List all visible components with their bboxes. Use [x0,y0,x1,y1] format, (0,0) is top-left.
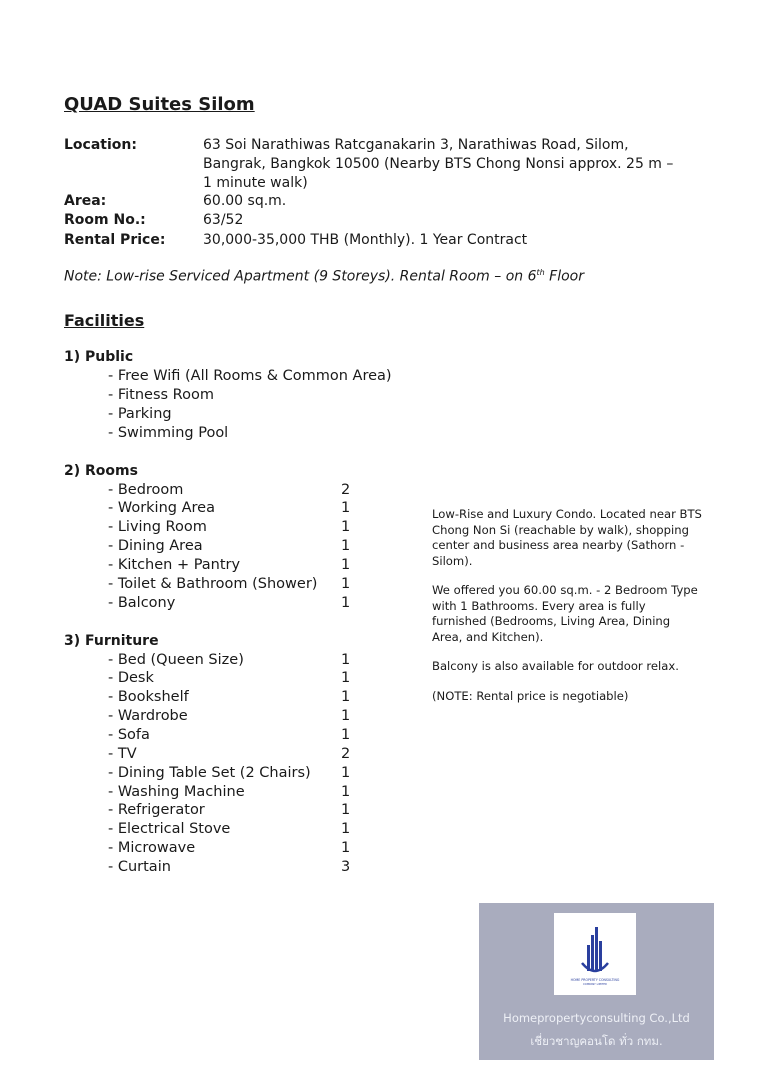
facilities-heading: Facilities [64,311,145,330]
room-item-qty: 1 [341,519,351,535]
furniture-item-qty: 1 [341,727,351,743]
room-item-name: - Working Area [108,500,215,516]
logo-caption: HOME PROPERTY CONSULTING [570,978,620,982]
room-item-name: - Living Room [108,519,207,535]
room-item-name: - Kitchen + Pantry [108,557,241,573]
public-item: - Free Wifi (All Rooms & Common Area) [108,368,392,384]
furniture-item-qty: 3 [341,859,351,875]
furniture-item-qty: 1 [341,802,351,818]
furniture-item-name: - Microwave [108,840,196,856]
public-item: - Swimming Pool [108,425,229,441]
rental-price-value: 30,000-35,000 THB (Monthly). 1 Year Contract [203,232,528,248]
negotiable-note: (NOTE: Rental price is negotiable) [432,688,629,703]
company-name: Homepropertyconsulting Co.,Ltd [503,1011,690,1025]
furniture-item-name: - Sofa [108,727,150,743]
furniture-item-name: - Curtain [108,859,171,875]
location-label: Location: [64,137,137,153]
room-item-name: - Toilet & Bathroom (Shower) [108,576,318,592]
public-heading: 1) Public [64,349,134,365]
listing-title: QUAD Suites Silom [64,94,255,115]
furniture-item-name: - TV [108,746,137,762]
room-number-label: Room No.: [64,212,146,228]
room-item-qty: 1 [341,595,351,611]
room-number-value: 63/52 [203,212,244,228]
description-paragraph: We offered you 60.00 sq.m. - 2 Bedroom Type with 1 Bathrooms. Every area is fully furnished (Bedrooms, Living Area, Dining Area, and Kitchen). [432,583,698,644]
public-item: - Parking [108,406,172,422]
furniture-item-qty: 1 [341,765,351,781]
description-paragraph: Balcony is also available for outdoor relax. [432,659,679,673]
room-item-qty: 1 [341,500,351,516]
description-block [432,507,702,718]
furniture-item-qty: 1 [341,784,351,800]
room-item-name: - Balcony [108,595,176,611]
furniture-item-name: - Wardrobe [108,708,188,724]
location-line: 1 minute walk) [203,175,308,191]
note-text: Note: Low-rise Serviced Apartment (9 Storeys). Rental Room – on 6 [64,268,537,285]
room-item-qty: 1 [341,557,351,573]
furniture-item-qty: 1 [341,821,351,837]
furniture-item-name: - Electrical Stove [108,821,231,837]
furniture-item-qty: 1 [341,689,351,705]
building-logo-icon [554,913,636,995]
room-item-qty: 1 [341,538,351,554]
furniture-item-qty: 1 [341,652,351,668]
room-item-name: - Bedroom [108,482,184,498]
area-label: Area: [64,193,107,209]
location-value [203,136,703,193]
note-floor-suffix: Floor [544,268,584,285]
room-item-qty: 1 [341,576,351,592]
furniture-item-qty: 1 [341,670,351,686]
furniture-item-qty: 2 [341,746,351,762]
company-logo [554,913,636,995]
logo-subcaption: COMPANY LIMITED [582,983,608,986]
furniture-item-name: - Bookshelf [108,689,189,705]
note-ordinal-suffix: th [536,268,545,277]
furniture-item-name: - Refrigerator [108,802,205,818]
building-note [64,268,584,285]
furniture-item-name: - Washing Machine [108,784,245,800]
furniture-item-qty: 1 [341,840,351,856]
area-value: 60.00 sq.m. [203,193,287,209]
company-tagline: เชี่ยวชาญคอนโด ทั่ว กทม. [530,1034,663,1048]
description-paragraph: Low-Rise and Luxury Condo. Located near BTS Chong Non Si (reachable by walk), shopping center and business area nearby (Sathorn - Silom). [432,507,702,568]
public-item: - Fitness Room [108,387,214,403]
company-branding-box [479,903,714,1060]
rental-price-label: Rental Price: [64,232,166,248]
furniture-heading: 3) Furniture [64,633,159,649]
furniture-item-name: - Bed (Queen Size) [108,652,244,668]
location-line: 63 Soi Narathiwas Ratcganakarin 3, Narathiwas Road, Silom, [203,137,629,153]
furniture-item-name: - Desk [108,670,154,686]
room-item-name: - Dining Area [108,538,203,554]
furniture-item-name: - Dining Table Set (2 Chairs) [108,765,311,781]
rooms-heading: 2) Rooms [64,463,138,479]
furniture-item-qty: 1 [341,708,351,724]
room-item-qty: 2 [341,482,351,498]
location-line: Bangrak, Bangkok 10500 (Nearby BTS Chong Nonsi approx. 25 m – [203,156,674,172]
